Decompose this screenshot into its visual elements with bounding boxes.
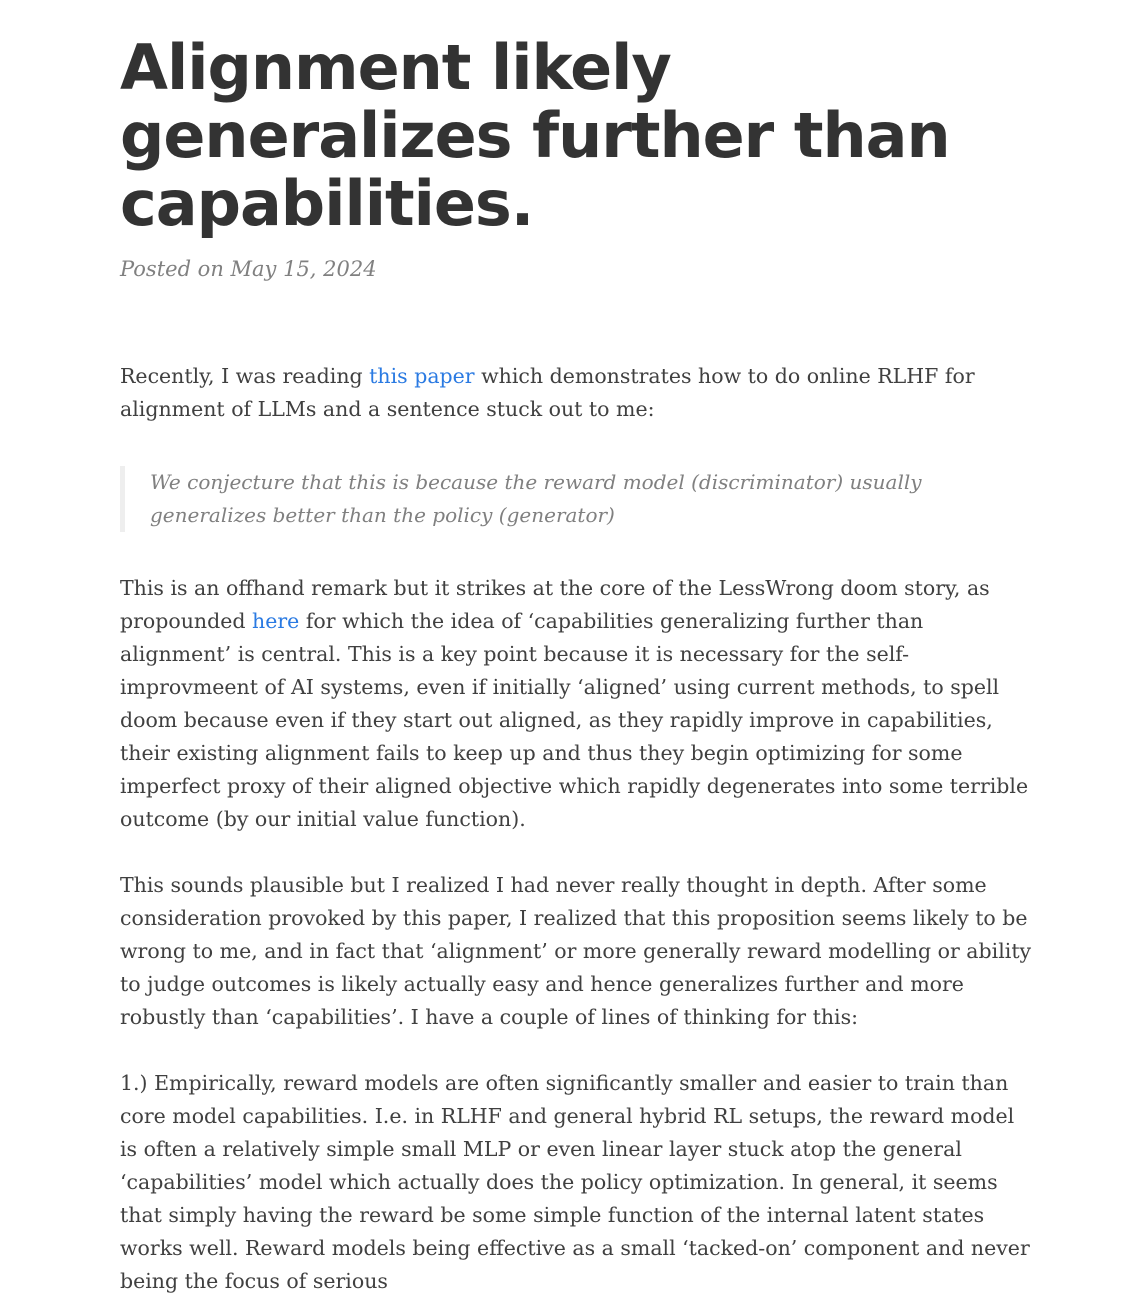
paper-quote: We conjecture that this is because the reward model (discriminator) usually generalizes better than the policy (generator): [120, 466, 1032, 532]
here-link[interactable]: here: [252, 609, 300, 633]
point-one-paragraph: 1.) Empirically, reward models are often significantly smaller and easier to train than core model capabilities. I.e. in RLHF and general hybrid RL setups, the reward model is often a relatively simple small MLP or even linear layer stuck atop the general ‘capabilities’ model which actually does the policy optimization. In general, it seems that simply having the reward be some simple function of the internal latent states works well. Reward models being effective as a small ‘tacked-on’ component and never being the focus of serious: [120, 1071, 1030, 1293]
intro-text-after-link: which demonstrates how to do online RLHF for alignment of LLMs and a sentence stuck out to me:: [120, 364, 975, 421]
post-body: [120, 360, 1032, 1298]
realization-paragraph: This sounds plausible but I realized I had never really thought in depth. After some consideration provoked by this paper, I realized that this proposition seems likely to be wrong to me, and in fact that ‘alignment’ or more generally reward modelling or ability to judge outcomes is likely actually easy and hence generalizes further and more robustly than ‘capabilities’. I have a couple of lines of thinking for this:: [120, 873, 1032, 1029]
para2-text-after-link: for which the idea of ‘capabilities generalizing further than alignment’ is central. This is a key point because it is necessary for the self-improvmeent of AI systems, even if initially ‘aligned’ using current methods, to spell doom because even if they start out aligned, as they rapidly improve in capabilities, their existing alignment fails to keep up and thus they begin optimizing for some imperfect proxy of their aligned objective which rapidly degenerates into some terrible outcome (by our initial value function).: [120, 609, 1029, 831]
para2-text-before-link: This is an offhand remark but it strikes at the core of the LessWrong doom story, as propounded: [120, 576, 990, 633]
post-title: Alignment likely generalizes further than capabilities.: [120, 31, 950, 240]
post-date: Posted on May 15, 2024: [120, 257, 377, 281]
doom-story-paragraph: [120, 572, 1032, 836]
article: [120, 0, 1032, 1298]
paper-link[interactable]: this paper: [369, 364, 475, 388]
intro-paragraph: [120, 360, 1032, 426]
intro-text-before-link: Recently, I was reading: [120, 364, 370, 388]
